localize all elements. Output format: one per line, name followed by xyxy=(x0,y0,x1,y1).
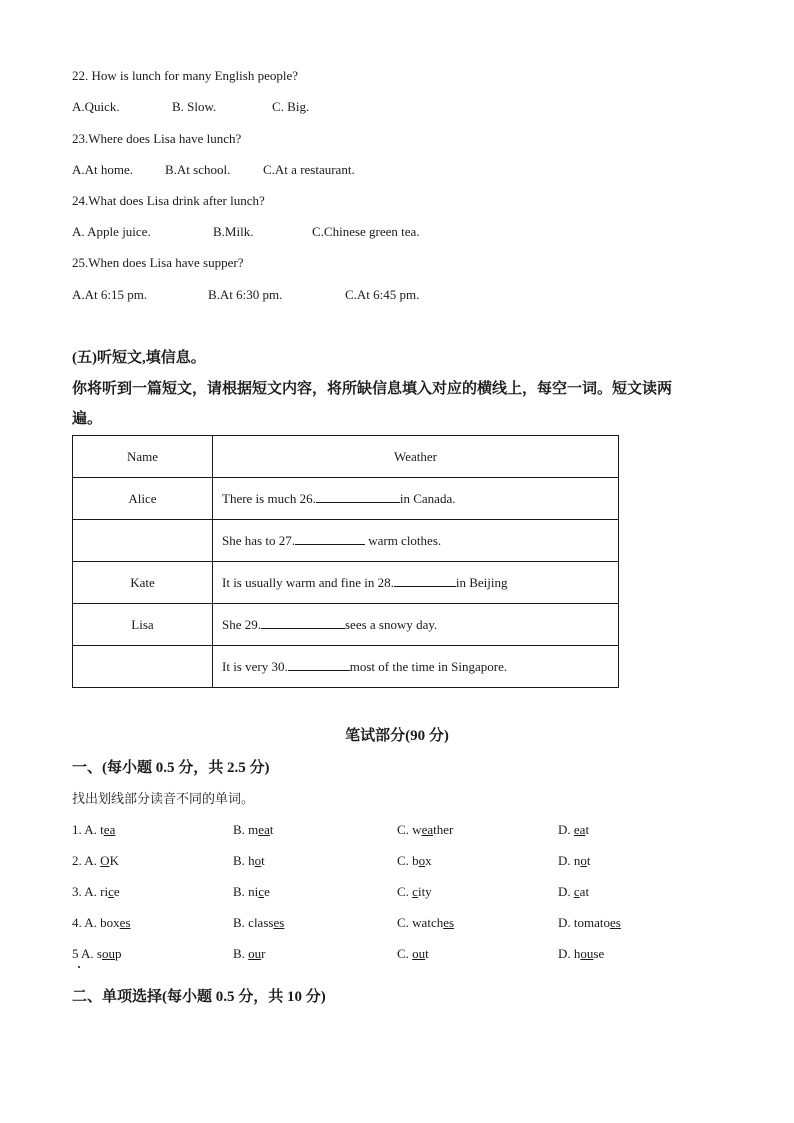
option-a: A. Apple juice. xyxy=(72,224,151,239)
written-part-title: 笔试部分(90 分) xyxy=(345,728,449,744)
phonics-option xyxy=(558,946,604,962)
option-label: 1. A. xyxy=(72,822,101,837)
phonics-option xyxy=(233,915,284,931)
option-b: B.Milk. xyxy=(213,224,254,239)
phonics-option xyxy=(72,853,119,869)
row-weather: It is usually warm and fine in 28. in Beijing xyxy=(213,562,619,604)
underlined-part: ea xyxy=(573,822,586,837)
word-suffix: x xyxy=(425,853,432,868)
word-suffix: se xyxy=(593,946,605,961)
phonics-option xyxy=(397,946,429,962)
underlined-part: c xyxy=(573,884,580,899)
row-name: Kate xyxy=(73,562,213,604)
underlined-part: es xyxy=(119,915,131,930)
blank-26[interactable] xyxy=(316,490,400,503)
underlined-part: ou xyxy=(101,946,115,961)
word-suffix: e xyxy=(264,884,270,899)
phonics-option xyxy=(558,884,589,900)
row-weather: She has to 27. warm clothes. xyxy=(213,520,619,562)
phonics-option xyxy=(72,822,115,838)
option-a: A.At home. xyxy=(72,162,134,177)
row-weather: There is much 26. in Canada. xyxy=(213,478,619,520)
option-label: C. xyxy=(397,915,413,930)
word-suffix: t xyxy=(425,946,429,961)
option-a: A.At 6:15 pm. xyxy=(72,287,148,302)
row-name: Alice xyxy=(73,478,213,520)
phonics-option xyxy=(233,884,270,900)
word-suffix: t xyxy=(269,822,274,837)
word-suffix: p xyxy=(114,946,122,961)
question-text: 24.What does Lisa drink after lunch? xyxy=(72,193,265,208)
underlined-part: ea xyxy=(421,822,434,837)
word-prefix: m xyxy=(248,822,259,837)
option-c: C.At a restaurant. xyxy=(263,162,355,177)
option-label: D. xyxy=(558,853,574,868)
option-label: D. xyxy=(558,915,574,930)
section5-instruction: 你将听到一篇短文，请根据短文内容，将所缺信息填入对应的横线上，每空一词。短文读两 xyxy=(72,381,673,397)
option-b: B.At 6:30 pm. xyxy=(208,287,283,302)
option-c: C.At 6:45 pm. xyxy=(345,287,420,302)
word-suffix: at xyxy=(579,884,590,899)
option-label: D. xyxy=(558,884,574,899)
word-prefix: b xyxy=(412,853,419,868)
word-prefix: w xyxy=(412,822,422,837)
row-weather: She 29. sees a snowy day. xyxy=(213,604,619,646)
option-label: C. xyxy=(397,946,413,961)
word-prefix: s xyxy=(96,946,102,961)
word-prefix: tomato xyxy=(573,915,610,930)
phonics-option xyxy=(233,822,273,838)
phonics-option xyxy=(72,915,131,931)
underlined-part: o xyxy=(580,853,587,868)
table-row xyxy=(73,562,619,604)
option-label: B. xyxy=(233,853,249,868)
word-suffix: ther xyxy=(433,822,454,837)
word-prefix: ni xyxy=(248,884,259,899)
word-prefix: t xyxy=(100,822,104,837)
question-text: 25.When does Lisa have supper? xyxy=(72,255,244,270)
option-label: B. xyxy=(233,915,249,930)
option-label: D. xyxy=(558,822,574,837)
header-weather: Weather xyxy=(213,436,619,478)
option-label: 5 A. xyxy=(72,946,97,961)
underlined-part: c xyxy=(412,884,418,899)
underlined-part: ou xyxy=(248,946,262,961)
option-label: B. xyxy=(233,946,249,961)
word-suffix: r xyxy=(261,946,266,961)
option-b: B. Slow. xyxy=(172,99,217,114)
phonics-option xyxy=(233,853,265,869)
row-name xyxy=(73,520,213,562)
option-label: 3. A. xyxy=(72,884,101,899)
option-b: B.At school. xyxy=(165,162,231,177)
word-prefix: h xyxy=(573,946,581,961)
word-suffix: t xyxy=(261,853,265,868)
option-label: 4. A. xyxy=(72,915,101,930)
underlined-part: c xyxy=(108,884,114,899)
part1-instruction: 找出划线部分读音不同的单词。 xyxy=(72,791,255,806)
option-label: B. xyxy=(233,884,249,899)
question-text: 23.Where does Lisa have lunch? xyxy=(72,131,242,146)
word-suffix: t xyxy=(585,822,590,837)
option-label: B. xyxy=(233,822,249,837)
word-suffix: e xyxy=(113,884,120,899)
row-name: Lisa xyxy=(73,604,213,646)
underlined-part: o xyxy=(418,853,426,868)
phonics-option xyxy=(558,853,591,869)
word-prefix: ri xyxy=(100,884,109,899)
row-weather: It is very 30. most of the time in Singapore. xyxy=(213,646,619,688)
underlined-part: ea xyxy=(258,822,270,837)
option-label: C. xyxy=(397,884,413,899)
word-prefix: h xyxy=(248,853,255,868)
question-text: 22. How is lunch for many English people? xyxy=(72,68,299,83)
phonics-option xyxy=(397,822,453,838)
part2-title: 二、单项选择(每小题 0.5 分，共 10 分) xyxy=(72,989,326,1005)
blank-29[interactable] xyxy=(261,616,345,629)
word-prefix: watch xyxy=(412,915,444,930)
weather-table xyxy=(72,435,619,688)
word-prefix: class xyxy=(248,915,274,930)
word-suffix: t xyxy=(586,853,591,868)
phonics-option xyxy=(397,884,432,900)
section5-title: (五)听短文,填信息。 xyxy=(72,350,206,366)
header-name: Name xyxy=(73,436,213,478)
word-suffix: ity xyxy=(417,884,432,899)
option-label: D. xyxy=(558,946,574,961)
blank-28[interactable] xyxy=(394,574,456,587)
table-row xyxy=(73,604,619,646)
blank-27[interactable] xyxy=(295,532,365,545)
table-row xyxy=(73,646,619,688)
underlined-part: ea xyxy=(103,822,116,837)
underlined-part: c xyxy=(258,884,265,899)
section5-instruction-cont: 遍。 xyxy=(72,411,103,427)
option-a: A.Quick. xyxy=(72,99,120,114)
row-name xyxy=(73,646,213,688)
part1-title: 一、(每小题 0.5 分，共 2.5 分) xyxy=(72,760,270,776)
phonics-option xyxy=(72,946,121,962)
phonics-option xyxy=(72,884,120,900)
table-row xyxy=(73,520,619,562)
underlined-part: es xyxy=(443,915,455,930)
option-label: 2. A. xyxy=(72,853,101,868)
table-header-row xyxy=(73,436,619,478)
underlined-part: ou xyxy=(580,946,594,961)
option-c: C. Big. xyxy=(272,99,310,114)
phonics-option xyxy=(558,915,621,931)
phonics-option xyxy=(233,946,266,962)
stray-dot xyxy=(78,966,80,968)
option-label: C. xyxy=(397,822,413,837)
underlined-part: o xyxy=(254,853,262,868)
underlined-part: es xyxy=(273,915,285,930)
word-prefix: box xyxy=(100,915,120,930)
underlined-part: es xyxy=(610,915,621,930)
blank-30[interactable] xyxy=(288,658,350,671)
table-row xyxy=(73,478,619,520)
phonics-option xyxy=(558,822,589,838)
phonics-option xyxy=(397,853,432,869)
word-suffix: K xyxy=(109,853,119,868)
underlined-part: O xyxy=(100,853,110,868)
phonics-option xyxy=(397,915,454,931)
option-c: C.Chinese green tea. xyxy=(312,224,420,239)
option-label: C. xyxy=(397,853,413,868)
underlined-part: ou xyxy=(412,946,426,961)
word-prefix: n xyxy=(573,853,581,868)
